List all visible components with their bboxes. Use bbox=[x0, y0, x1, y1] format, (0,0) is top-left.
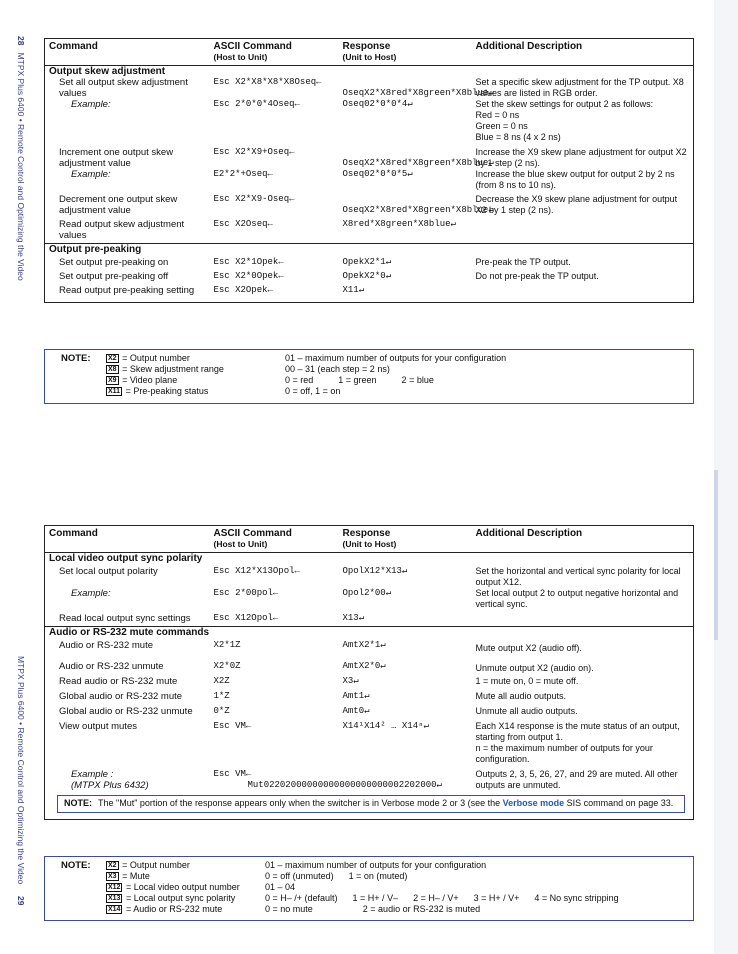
running-title: MTPX Plus 6400 • Remote Control and Optimizing the Video bbox=[16, 656, 26, 885]
note-rows bbox=[105, 860, 619, 915]
page-number: 28 bbox=[16, 36, 26, 46]
table-cell: Example: bbox=[71, 99, 111, 110]
table-cell: Read output pre-peaking setting bbox=[59, 285, 195, 296]
table-row bbox=[45, 191, 694, 216]
table-cell: X13↵ bbox=[342, 613, 365, 623]
table-cell: Opol2*00↵ bbox=[342, 588, 392, 598]
table-cell: Decrease the X9 skew plane adjustment for output X2 by 1 step (2 ns). bbox=[475, 194, 678, 215]
table-cell: Outputs 2, 3, 5, 26, 27, and 29 are muted. All other outputs are unmuted. bbox=[475, 769, 678, 790]
table-row bbox=[45, 765, 694, 791]
table-cell: Read local output sync settings bbox=[59, 613, 191, 624]
table-header bbox=[45, 526, 694, 553]
section-heading bbox=[45, 553, 694, 565]
table-row bbox=[45, 610, 694, 627]
table-cell: Unmute output X2 (audio on). bbox=[475, 663, 594, 673]
table-cell: OpekX2*1↵ bbox=[342, 257, 392, 267]
table-cell: OpolX12*X13↵ bbox=[342, 566, 408, 576]
section-title: Local video output sync polarity bbox=[49, 553, 203, 564]
section-heading bbox=[45, 66, 694, 78]
table-cell: X3↵ bbox=[342, 676, 359, 686]
table-cell bbox=[472, 282, 694, 303]
table-cell bbox=[472, 216, 694, 244]
table-cell: Set local output 2 to output negative horizontal and vertical sync. bbox=[475, 588, 679, 609]
table-row bbox=[45, 255, 694, 268]
table-cell: Decrement one output skew adjustment value bbox=[59, 194, 178, 216]
table-row bbox=[45, 169, 694, 191]
command-table-1 bbox=[44, 38, 694, 303]
header-ascii: ASCII Command (Host to Unit) bbox=[210, 526, 339, 553]
note-label: NOTE: bbox=[61, 353, 91, 364]
table-cell: 1*Z bbox=[213, 691, 230, 701]
table-cell: E2*2*+Oseq← bbox=[213, 169, 273, 179]
table-cell: Unmute all audio outputs. bbox=[475, 706, 578, 716]
table-cell: Esc X2*X8*X8*X8Oseq← bbox=[213, 77, 322, 87]
scrollbar-thumb[interactable] bbox=[714, 470, 718, 640]
table-cell: Example: bbox=[71, 588, 111, 599]
table-cell: 1 = mute on, 0 = mute off. bbox=[475, 676, 579, 686]
table-row bbox=[45, 99, 694, 143]
table-row bbox=[45, 702, 694, 717]
table-cell: Increase the X9 skew plane adjustment for output X2 by 1 step (2 ns). bbox=[475, 147, 687, 168]
table-cell: Read output skew adjustment values bbox=[59, 219, 185, 241]
table-cell: AmtX2*1↵ bbox=[342, 640, 386, 650]
note-row: X14 = Audio or RS-232 mute 0 = no mute 2 = audio or RS-232 is muted bbox=[108, 904, 481, 914]
table-row bbox=[45, 216, 694, 244]
side-header-top bbox=[16, 36, 26, 281]
header-description: Additional Description bbox=[472, 39, 694, 66]
table-cell: Esc X2*X9+Oseq← bbox=[213, 147, 295, 157]
table-cell: Amt0↵ bbox=[342, 706, 370, 716]
running-title: MTPX Plus 6400 • Remote Control and Optimizing the Video bbox=[16, 52, 26, 281]
table-row bbox=[45, 143, 694, 169]
table-cell: Esc X12*X13Opol← bbox=[213, 566, 300, 576]
table-cell: Set output pre-peaking on bbox=[59, 257, 169, 268]
table-row bbox=[45, 717, 694, 765]
table-cell: X8red*X8green*X8blue↵ bbox=[342, 219, 456, 229]
note-row: X3 = Mute 0 = off (unmuted) 1 = on (muted) bbox=[108, 871, 408, 881]
note-row: X12 = Local video output number 01 – 04 bbox=[108, 882, 296, 892]
inner-note-box: NOTE: The "Mut" portion of the response appears only when the switcher is in Verbose mode 2 or 3 (see the Verbose mode SIS command on page 33. bbox=[57, 795, 685, 813]
note-row: X13 = Local output sync polarity 0 = H– /+ (default) 1 = H+ / V– 2 = H– / V+ 3 = H+ / V+ 4 = No sync stripping bbox=[108, 893, 619, 903]
table-row bbox=[45, 687, 694, 702]
table-row bbox=[45, 268, 694, 282]
table-cell: Mute all audio outputs. bbox=[475, 691, 567, 701]
section-heading bbox=[45, 244, 694, 256]
note-row: X8 = Skew adjustment range 00 – 31 (each step = 2 ns) bbox=[108, 364, 390, 374]
table-cell: Amt1↵ bbox=[342, 691, 370, 701]
table-cell: Each X14 response is the mute status of an output, starting from output 1. n = the maximum number of outputs for your configuration. bbox=[475, 721, 680, 764]
table-row bbox=[45, 588, 694, 610]
table-cell: X11↵ bbox=[342, 285, 365, 295]
header-ascii: ASCII Command (Host to Unit) bbox=[210, 39, 339, 66]
header-response: Response (Unit to Host) bbox=[339, 526, 472, 553]
table-cell: Audio or RS-232 unmute bbox=[59, 661, 164, 672]
table-cell: Esc X12Opol← bbox=[213, 613, 279, 623]
table-cell: Esc 2*00pol← bbox=[213, 588, 279, 598]
note-label: NOTE: bbox=[61, 860, 91, 871]
note-row: X11 = Pre-peaking status 0 = off, 1 = on bbox=[108, 386, 341, 396]
table-cell: Set output pre-peaking off bbox=[59, 271, 169, 282]
table-cell: X14¹X14² … X14ⁿ↵ bbox=[342, 721, 429, 731]
table-row bbox=[45, 791, 694, 820]
table-cell: Set the skew settings for output 2 as follows: Red = 0 ns Green = 0 ns Blue = 8 ns (4 x 2 ns) bbox=[475, 99, 654, 142]
note-row: X2 = Output number 01 – maximum number of outputs for your configuration bbox=[108, 860, 487, 870]
table-cell: Esc X2*1Opek← bbox=[213, 257, 284, 267]
table-cell: Esc X2Oseq← bbox=[213, 219, 273, 229]
table-cell: Global audio or RS-232 mute bbox=[59, 691, 183, 702]
table-row bbox=[45, 77, 694, 99]
table-cell: Pre-peak the TP output. bbox=[475, 257, 571, 267]
table-cell: Example: bbox=[71, 169, 111, 180]
table-cell: Example : (MTPX Plus 6432) bbox=[71, 769, 149, 791]
table-cell: Set local output polarity bbox=[59, 566, 158, 577]
table-cell: Mut02202000000000000000000002202000↵ bbox=[247, 780, 442, 790]
table-cell: Oseq02*0*0*5↵ bbox=[342, 169, 413, 179]
table-cell: Do not pre-peak the TP output. bbox=[475, 271, 599, 281]
header-command: Command bbox=[45, 526, 210, 553]
table-cell: Global audio or RS-232 unmute bbox=[59, 706, 193, 717]
table-cell: Esc X2Opek← bbox=[213, 285, 273, 295]
table-cell: Increment one output skew adjustment value bbox=[59, 147, 174, 169]
section-heading bbox=[45, 627, 694, 639]
header-response: Response (Unit to Host) bbox=[339, 39, 472, 66]
table-cell: Audio or RS-232 mute bbox=[59, 640, 153, 651]
section-title: Output pre-peaking bbox=[45, 244, 694, 256]
table-cell: Set a specific skew adjustment for the TP output. X8 values are listed in RGB order. bbox=[475, 77, 684, 98]
table-cell: View output mutes bbox=[59, 721, 137, 732]
table-row bbox=[45, 282, 694, 303]
verbose-mode-link[interactable]: Verbose mode bbox=[502, 798, 565, 808]
header-description: Additional Description bbox=[472, 526, 694, 553]
table-cell: Oseq02*0*0*4↵ bbox=[342, 99, 413, 109]
table-cell: Esc VM← bbox=[213, 721, 252, 731]
table-cell: Esc X2*X9-Oseq← bbox=[213, 194, 295, 204]
table-row bbox=[45, 638, 694, 659]
table-cell: Read audio or RS-232 mute bbox=[59, 676, 178, 687]
note-box-2 bbox=[44, 856, 694, 921]
side-header-bottom bbox=[16, 656, 26, 905]
table-cell: Increase the blue skew output for output 2 by 2 ns (from 8 ns to 10 ns). bbox=[475, 169, 675, 190]
table-cell: Set all output skew adjustment values bbox=[59, 77, 188, 99]
header-command: Command bbox=[45, 39, 210, 66]
command-table-2 bbox=[44, 525, 694, 820]
table-cell: OseqX2*X8red*X8green*X8blue↵ bbox=[342, 88, 494, 98]
table-cell: X2*1Z bbox=[213, 640, 241, 650]
table-cell bbox=[45, 791, 694, 820]
table-cell: OseqX2*X8red*X8green*X8blue↵ bbox=[342, 158, 494, 168]
table-cell: X2*0Z bbox=[213, 661, 241, 671]
note-row: X2 = Output number 01 – maximum number of outputs for your configuration bbox=[108, 353, 507, 363]
table-cell: Mute output X2 (audio off). bbox=[475, 643, 582, 653]
table-cell: AmtX2*0↵ bbox=[342, 661, 386, 671]
table-cell: Set the horizontal and vertical sync polarity for local output X12. bbox=[475, 566, 681, 587]
table-cell: Esc 2*0*0*4Oseq← bbox=[213, 99, 300, 109]
table-row bbox=[45, 564, 694, 588]
table-cell: Esc X2*0Opek← bbox=[213, 271, 284, 281]
table-header bbox=[45, 39, 694, 66]
table-cell: X2Z bbox=[213, 676, 230, 686]
note-box-1 bbox=[44, 349, 694, 404]
table-cell: Esc VM← bbox=[213, 769, 252, 779]
note-rows bbox=[105, 353, 506, 397]
table-cell: OseqX2*X8red*X8green*X8blue↵ bbox=[342, 205, 494, 215]
page-number: 29 bbox=[16, 896, 26, 906]
section-title: Output skew adjustment bbox=[49, 66, 166, 77]
note-row: X9 = Video plane 0 = red 1 = green 2 = blue bbox=[108, 375, 434, 385]
table-cell bbox=[472, 610, 694, 627]
table-row bbox=[45, 659, 694, 674]
table-row bbox=[45, 674, 694, 687]
table-cell: OpekX2*0↵ bbox=[342, 271, 392, 281]
section-title: Audio or RS-232 mute commands bbox=[45, 627, 694, 639]
table-cell: 0*Z bbox=[213, 706, 230, 716]
